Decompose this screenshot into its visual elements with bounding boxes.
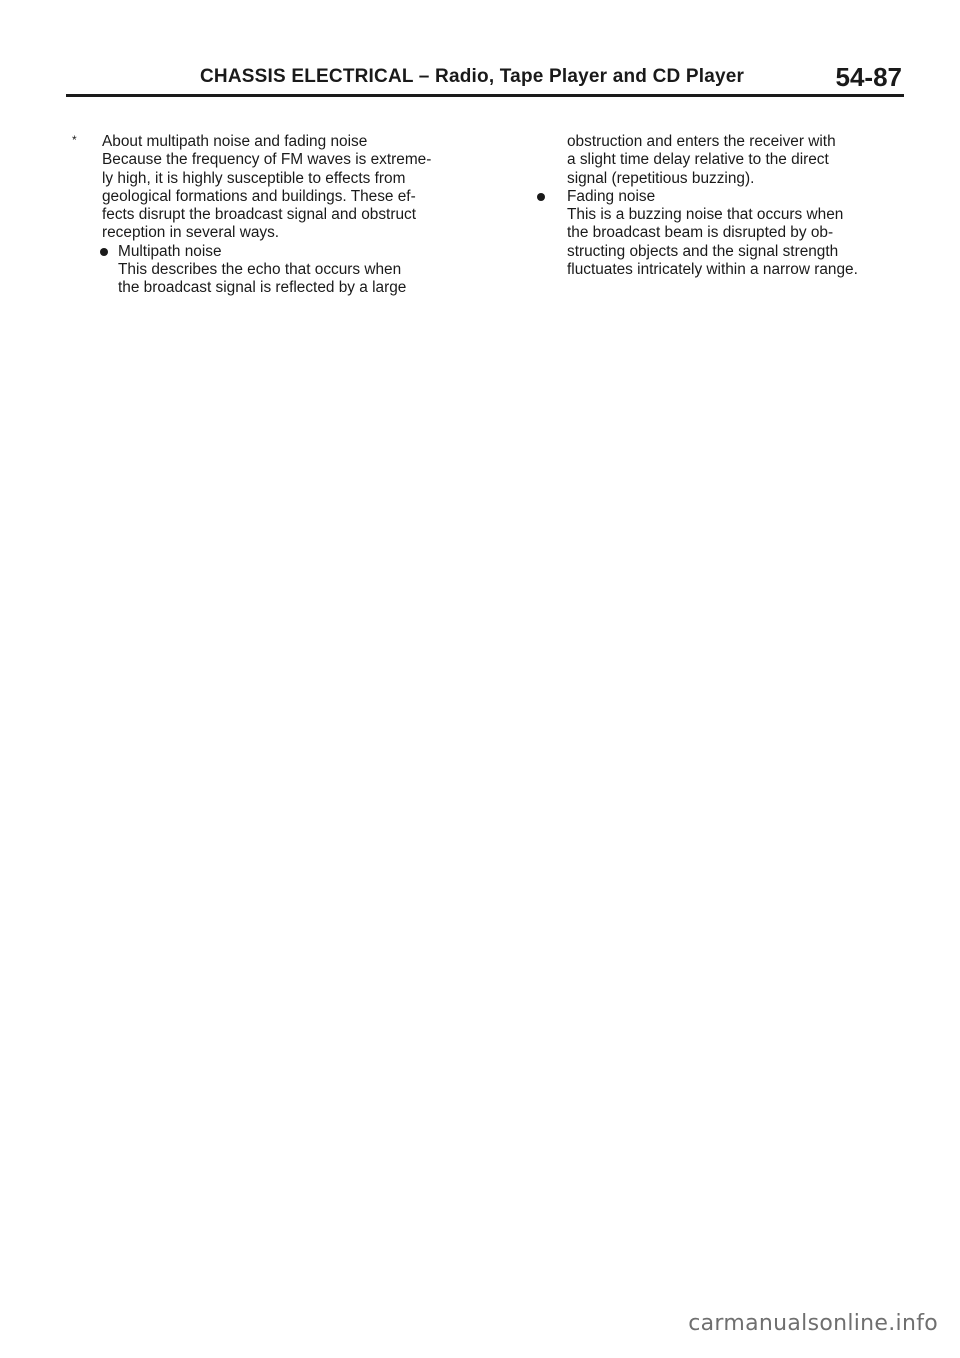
fading-line: fluctuates intricately within a narrow range.	[567, 261, 858, 279]
intro-line: fects disrupt the broadcast signal and obstruct	[102, 206, 416, 224]
watermark: carmanualsonline.info	[688, 1311, 938, 1336]
fading-bullet-item	[530, 188, 902, 206]
intro-line: geological formations and buildings. These ef-	[102, 187, 416, 205]
continuation-line: obstruction and enters the receiver with	[567, 133, 836, 150]
intro-line: reception in several ways.	[102, 224, 280, 242]
fading-line: This is a buzzing noise that occurs when	[567, 206, 844, 224]
fading-line: the broadcast beam is disrupted by ob-	[567, 224, 834, 242]
page-header	[66, 64, 904, 100]
multipath-bullet-item	[70, 243, 470, 261]
continuation-line: a slight time delay relative to the direct	[567, 151, 829, 169]
continuation-paragraph	[530, 133, 902, 188]
intro-heading: About multipath noise and fading noise	[102, 133, 368, 150]
header-rule	[66, 94, 904, 97]
fading-line: structing objects and the signal strength	[567, 242, 839, 260]
multipath-description	[70, 261, 470, 298]
multipath-line: This describes the echo that occurs when	[118, 261, 402, 279]
bullet-icon	[537, 193, 545, 201]
fading-description	[530, 206, 902, 279]
left-column	[70, 133, 470, 298]
right-column	[530, 133, 902, 279]
fading-title: Fading noise	[567, 187, 656, 205]
multipath-line: the broadcast signal is reflected by a large	[118, 279, 407, 297]
page-number: 54-87	[835, 62, 902, 92]
intro-line: Because the frequency of FM waves is extreme-	[102, 151, 432, 169]
intro-heading-row	[70, 133, 470, 151]
bullet-icon	[100, 248, 108, 256]
multipath-title: Multipath noise	[118, 242, 222, 260]
continuation-line: signal (repetitious buzzing).	[567, 169, 755, 187]
intro-line: ly high, it is highly susceptible to effects from	[102, 169, 406, 187]
asterisk-icon: *	[72, 133, 77, 147]
intro-paragraph	[70, 151, 470, 242]
page-title: CHASSIS ELECTRICAL – Radio, Tape Player and CD Player	[200, 66, 745, 87]
